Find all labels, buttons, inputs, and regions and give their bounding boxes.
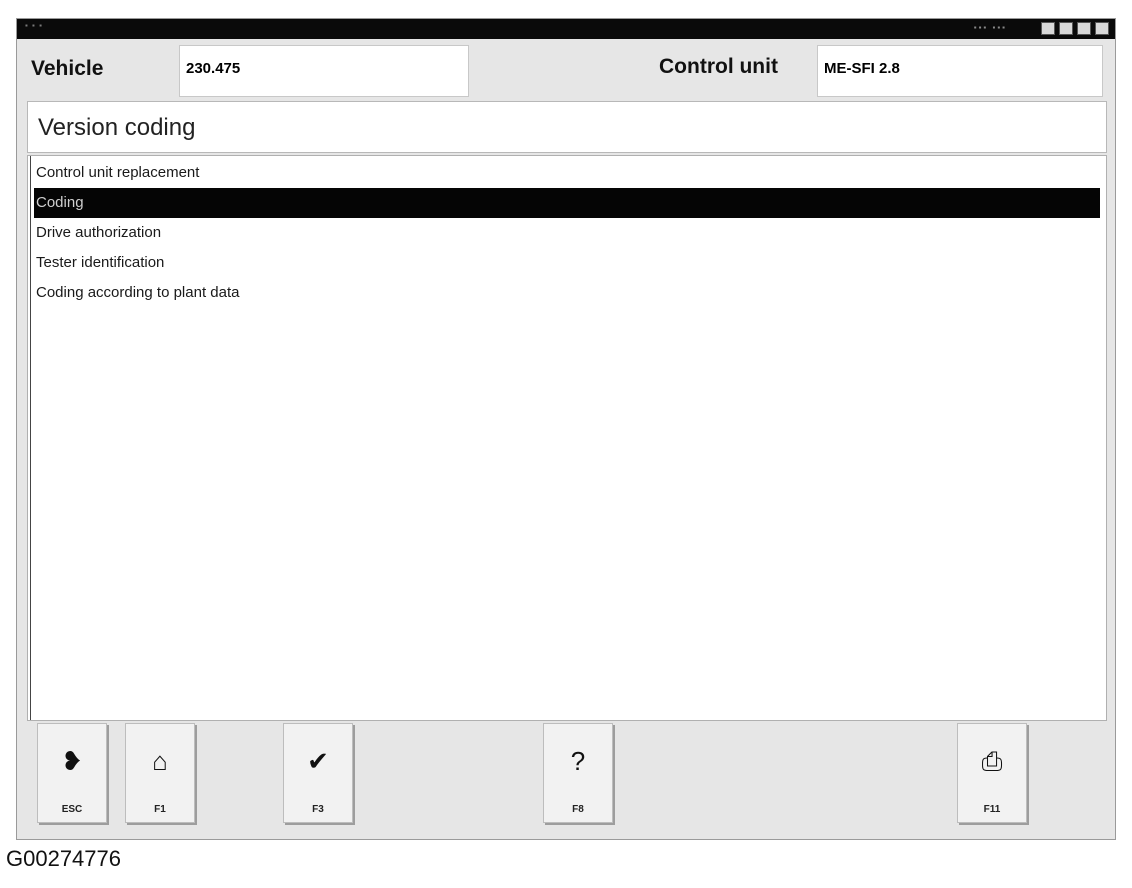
menu-item-control-unit-replacement[interactable]: Control unit replacement [36,164,200,181]
menu-list [27,155,1107,721]
f11-button[interactable] [957,723,1027,823]
maximize-button[interactable] [1077,22,1091,35]
f8-button[interactable] [543,723,613,823]
minimize-button[interactable] [1059,22,1073,35]
esc-button[interactable] [37,723,107,823]
f1-key-label: F1 [154,804,166,815]
menu-item-coding-plant-data[interactable]: Coding according to plant data [36,284,240,301]
f3-button[interactable] [283,723,353,823]
door-exit-icon: ❥ [61,746,83,776]
vehicle-label: Vehicle [31,57,104,80]
control-unit-label: Control unit [659,55,778,78]
screen-title: Version coding [38,114,196,141]
title-bar-text: ▪ ▪ ▪ [25,21,43,30]
printer-icon: ⎙ [981,746,1003,776]
checkmark-icon: ✔ [307,746,329,776]
f11-key-label: F11 [983,804,1001,815]
menu-item-tester-identification[interactable]: Tester identification [36,254,165,271]
f8-key-label: F8 [572,804,584,815]
help-icon: ? [570,746,586,776]
control-unit-field: ME-SFI 2.8 [817,45,1103,97]
f1-button[interactable] [125,723,195,823]
close-button[interactable] [1095,22,1109,35]
esc-key-label: ESC [61,804,83,815]
menu-item-drive-authorization[interactable]: Drive authorization [36,224,162,241]
figure-caption: G00274776 [6,846,121,871]
window-menu-button[interactable] [1041,22,1055,35]
app-window [16,18,1116,840]
title-bar-status: ▪▪▪ ▪▪▪ [973,23,1007,32]
house-icon: ⌂ [152,746,168,776]
vehicle-field: 230.475 [179,45,469,97]
menu-item-coding[interactable]: Coding [34,188,1100,218]
screen-title-box [27,101,1107,153]
title-bar [17,19,1115,39]
f3-key-label: F3 [312,804,324,815]
